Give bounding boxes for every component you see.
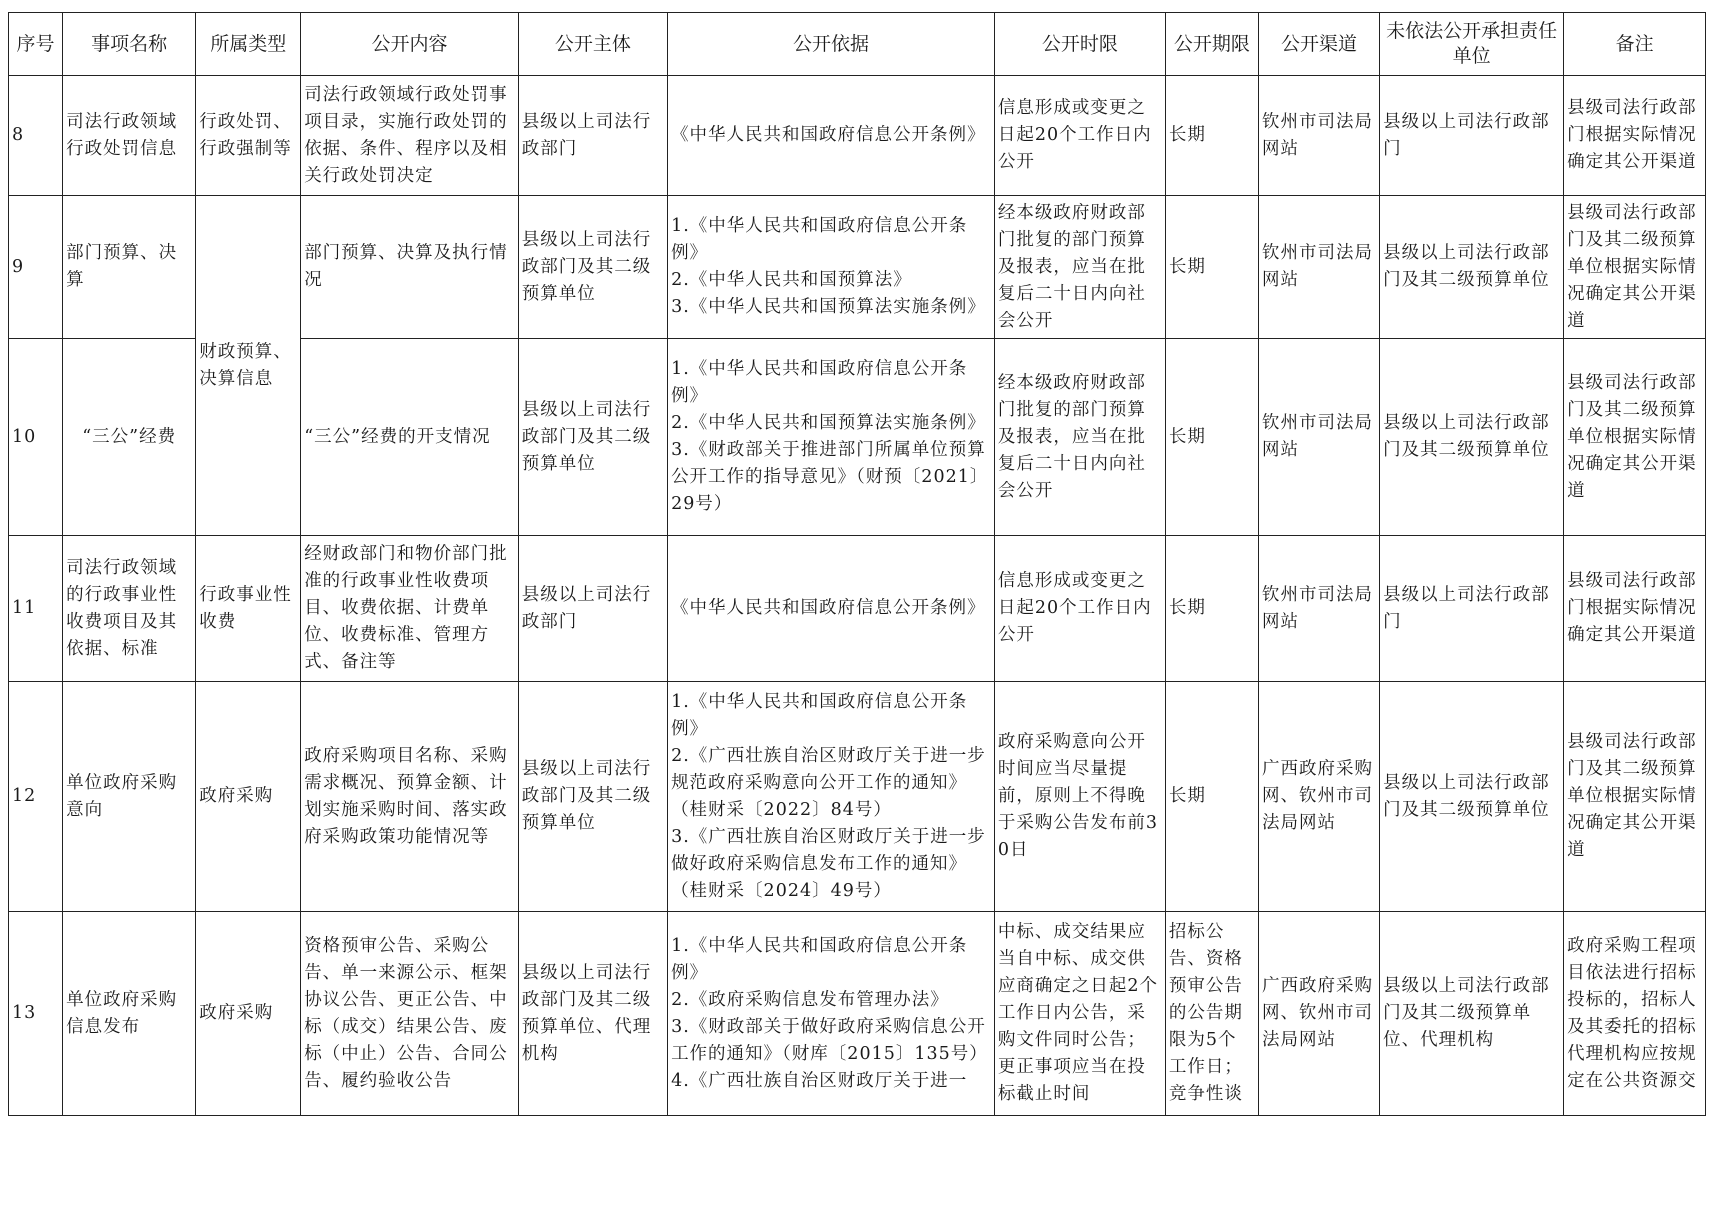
header-cell: 公开期限: [1165, 13, 1258, 76]
disclosure-content: 部门预算、决算及执行情况: [301, 196, 519, 339]
item-name: 司法行政领域行政处罚信息: [63, 76, 196, 196]
basis-line: 《中华人民共和国政府信息公开条例》: [671, 125, 986, 145]
header-cell: 公开时限: [994, 13, 1165, 76]
item-type: 财政预算、决算信息: [196, 196, 301, 536]
disclosure-basis: [668, 912, 995, 1116]
disclosure-channel: 钦州市司法局网站: [1258, 76, 1379, 196]
remark: 政府采购工程项目依法进行招标投标的，招标人及其委托的招标代理机构应按规定在公共资源交: [1564, 912, 1706, 1116]
basis-line: 3.《财政部关于做好政府采购信息公开工作的通知》（财库〔2015〕135号）: [671, 1016, 988, 1064]
time-limit: 经本级政府财政部门批复的部门预算及报表，应当在批复后二十日内向社会公开: [994, 196, 1165, 339]
disclosure-content: 资格预审公告、采购公告、单一来源公示、框架协议公告、更正公告、中标（成交）结果公告、废标（中止）公告、合同公告、履约验收公告: [301, 912, 519, 1116]
disclosure-content: 政府采购项目名称、采购需求概况、预算金额、计划实施采购时间、落实政府采购政策功能情况等: [301, 682, 519, 912]
item-type: 政府采购: [196, 912, 301, 1116]
time-limit: 经本级政府财政部门批复的部门预算及报表，应当在批复后二十日内向社会公开: [994, 339, 1165, 536]
basis-line: 2.《政府采购信息发布管理办法》: [671, 989, 949, 1010]
responsible-unit: 县级以上司法行政部门: [1380, 76, 1564, 196]
disclosure-table: [8, 12, 1706, 1116]
header-cell: 所属类型: [196, 13, 301, 76]
disclosure-subject: 县级以上司法行政部门及其二级预算单位: [518, 196, 667, 339]
basis-line: 1.《中华人民共和国政府信息公开条例》: [671, 935, 968, 983]
disclosure-basis: [668, 76, 995, 196]
header-cell: 公开渠道: [1258, 13, 1379, 76]
time-limit: 中标、成交结果应当自中标、成交供应商确定之日起2个工作日内公告，采购文件同时公告；更正事项应当在投标截止时间: [994, 912, 1165, 1116]
disclosure-subject: 县级以上司法行政部门及其二级预算单位、代理机构: [518, 912, 667, 1116]
disclosure-basis: [668, 536, 995, 682]
disclosure-content: 经财政部门和物价部门批准的行政事业性收费项目、收费依据、计费单位、收费标准、管理方式、备注等: [301, 536, 519, 682]
basis-line: 1.《中华人民共和国政府信息公开条例》: [671, 359, 968, 406]
item-name: 部门预算、决算: [63, 196, 196, 339]
basis-line: 2.《中华人民共和国预算法实施条例》: [671, 413, 986, 433]
disclosure-basis: [668, 682, 995, 912]
responsible-unit: 县级以上司法行政部门及其二级预算单位: [1380, 196, 1564, 339]
item-type: 行政事业性收费: [196, 536, 301, 682]
disclosure-basis: [668, 196, 995, 339]
basis-line: 3.《广西壮族自治区财政厅关于进一步做好政府采购信息发布工作的通知》（桂财采〔2024〕49号）: [671, 826, 986, 901]
disclosure-period: 长期: [1165, 76, 1258, 196]
disclosure-content: “三公”经费的开支情况: [301, 339, 519, 536]
table-row: [9, 912, 1706, 1116]
table-row: [9, 76, 1706, 196]
row-number: 12: [9, 682, 63, 912]
table-row: [9, 536, 1706, 682]
remark: 县级司法行政部门及其二级预算单位根据实际情况确定其公开渠道: [1564, 196, 1706, 339]
disclosure-channel: 钦州市司法局网站: [1258, 536, 1379, 682]
disclosure-channel: 广西政府采购网、钦州市司法局网站: [1258, 912, 1379, 1116]
basis-line: 1.《中华人民共和国政府信息公开条例》: [671, 216, 968, 263]
time-limit: 信息形成或变更之日起20个工作日内公开: [994, 76, 1165, 196]
basis-line: 2.《中华人民共和国预算法》: [671, 270, 912, 290]
basis-line: 3.《中华人民共和国预算法实施条例》: [671, 297, 986, 317]
header-row: [9, 13, 1706, 76]
disclosure-subject: 县级以上司法行政部门: [518, 536, 667, 682]
basis-line: 《中华人民共和国政府信息公开条例》: [671, 598, 986, 618]
disclosure-basis: [668, 339, 995, 536]
header-cell: 事项名称: [63, 13, 196, 76]
time-limit: 政府采购意向公开时间应当尽量提前，原则上不得晚于采购公告发布前30日: [994, 682, 1165, 912]
basis-line: 4.《广西壮族自治区财政厅关于进一: [671, 1070, 968, 1091]
row-number: 13: [9, 912, 63, 1116]
item-name: 单位政府采购信息发布: [63, 912, 196, 1116]
disclosure-subject: 县级以上司法行政部门: [518, 76, 667, 196]
remark: 县级司法行政部门根据实际情况确定其公开渠道: [1564, 76, 1706, 196]
row-number: 10: [9, 339, 63, 536]
item-name: “三公”经费: [63, 339, 196, 536]
basis-line: 2.《广西壮族自治区财政厅关于进一步规范政府采购意向公开工作的通知》（桂财采〔2022〕84号）: [671, 745, 986, 820]
row-number: 11: [9, 536, 63, 682]
responsible-unit: 县级以上司法行政部门及其二级预算单位: [1380, 682, 1564, 912]
disclosure-period: 长期: [1165, 536, 1258, 682]
basis-line: 3.《财政部关于推进部门所属单位预算公开工作的指导意见》（财预〔2021〕29号）: [671, 440, 989, 514]
disclosure-period: 长期: [1165, 196, 1258, 339]
header-cell: 公开主体: [518, 13, 667, 76]
basis-line: 1.《中华人民共和国政府信息公开条例》: [671, 691, 968, 739]
remark: 县级司法行政部门根据实际情况确定其公开渠道: [1564, 536, 1706, 682]
remark: 县级司法行政部门及其二级预算单位根据实际情况确定其公开渠道: [1564, 339, 1706, 536]
header-cell: 未依法公开承担责任单位: [1380, 13, 1564, 76]
disclosure-period: 长期: [1165, 682, 1258, 912]
item-type: 行政处罚、行政强制等: [196, 76, 301, 196]
disclosure-channel: 钦州市司法局网站: [1258, 339, 1379, 536]
header-cell: 公开内容: [301, 13, 519, 76]
item-name: 司法行政领域的行政事业性收费项目及其依据、标准: [63, 536, 196, 682]
header-cell: 备注: [1564, 13, 1706, 76]
disclosure-channel: 钦州市司法局网站: [1258, 196, 1379, 339]
item-type: 政府采购: [196, 682, 301, 912]
remark: 县级司法行政部门及其二级预算单位根据实际情况确定其公开渠道: [1564, 682, 1706, 912]
disclosure-period: 招标公告、资格预审公告的公告期限为5个工作日；竞争性谈: [1165, 912, 1258, 1116]
time-limit: 信息形成或变更之日起20个工作日内公开: [994, 536, 1165, 682]
row-number: 9: [9, 196, 63, 339]
disclosure-content: 司法行政领域行政处罚事项目录，实施行政处罚的依据、条件、程序以及相关行政处罚决定: [301, 76, 519, 196]
responsible-unit: 县级以上司法行政部门及其二级预算单位: [1380, 339, 1564, 536]
disclosure-subject: 县级以上司法行政部门及其二级预算单位: [518, 682, 667, 912]
item-name: 单位政府采购意向: [63, 682, 196, 912]
disclosure-period: 长期: [1165, 339, 1258, 536]
responsible-unit: 县级以上司法行政部门: [1380, 536, 1564, 682]
responsible-unit: 县级以上司法行政部门及其二级预算单位、代理机构: [1380, 912, 1564, 1116]
table-row: [9, 196, 1706, 339]
header-cell: 公开依据: [668, 13, 995, 76]
table-row: [9, 682, 1706, 912]
header-cell: 序号: [9, 13, 63, 76]
disclosure-channel: 广西政府采购网、钦州市司法局网站: [1258, 682, 1379, 912]
disclosure-subject: 县级以上司法行政部门及其二级预算单位: [518, 339, 667, 536]
row-number: 8: [9, 76, 63, 196]
